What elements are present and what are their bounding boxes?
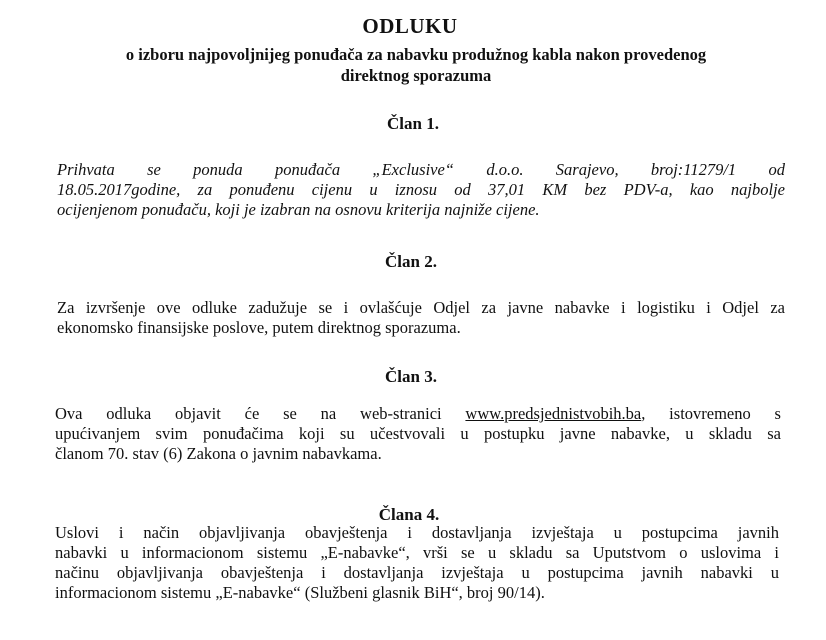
article-2-line-1: Za izvršenje ove odluke zadužuje se i ovlašćuje Odjel za javne nabavke i logistiku i Odjel za (57, 298, 785, 317)
article-3-line-3: članom 70. stav (6) Zakona o javnim nabavkama. (55, 444, 382, 463)
article-1-line-3: ocijenjenom ponuđaču, koji je izabran na osnovu kriterija najniže cijene. (57, 200, 540, 219)
article-1-line-1: Prihvata se ponuda ponuđača „Exclusive“ d.o.o. Sarajevo, broj:11279/1 od (57, 160, 785, 179)
article-4-text (55, 523, 779, 603)
subtitle-line-1: o izboru najpovoljnijeg ponuđača za nabavku produžnog kabla nakon provedenog (125, 45, 707, 64)
article-3-line-1 (55, 404, 781, 424)
article-1-line-2: 18.05.2017godine, za ponuđenu cijenu u iznosu od 37,01 KM bez PDV-a, kao najbolje (57, 180, 785, 199)
article-1-heading: Član 1. (387, 114, 439, 133)
subtitle-line-2: direktnog sporazuma (340, 66, 492, 85)
website-link[interactable]: www.predsjednistvobih.ba (465, 404, 642, 423)
article-3-text (55, 404, 781, 464)
article-4-line-4: informacionom sistemu „E-nabavke“ (Službeni glasnik BiH“, broj 90/14). (55, 583, 545, 602)
article-3-line-2: upućivanjem svim ponuđačima koji su učestvovali u postupku javne nabavke, u skladu sa (55, 424, 781, 443)
article-4-line-2: nabavki u informacionom sistemu „E-nabavke“, vrši se u skladu sa Uputstvom o uslovima i (55, 543, 779, 562)
article-1-text (57, 160, 785, 220)
article-2-heading: Član 2. (385, 252, 437, 271)
article-3-line-1-before: Ova odluka objavit će se na web-stranici (55, 404, 442, 423)
article-4-line-3: načinu objavljivanja obavještenja i dostavljanja izvještaja u postupcima javnih nabavki u (55, 563, 779, 582)
article-2-text (57, 298, 785, 338)
document-title: ODLUKU (362, 14, 458, 38)
article-4-line-1: Uslovi i način objavljivanja obavještenja i dostavljanja izvještaja u postupcima javnih (55, 523, 779, 542)
article-3-line-1-after: , istovremeno s (641, 404, 781, 423)
article-4-heading: Člana 4. (378, 505, 440, 524)
article-3-heading: Član 3. (385, 367, 437, 386)
document-subtitle (36, 44, 796, 86)
article-2-line-2: ekonomsko finansijske poslove, putem direktnog sporazuma. (57, 318, 461, 337)
